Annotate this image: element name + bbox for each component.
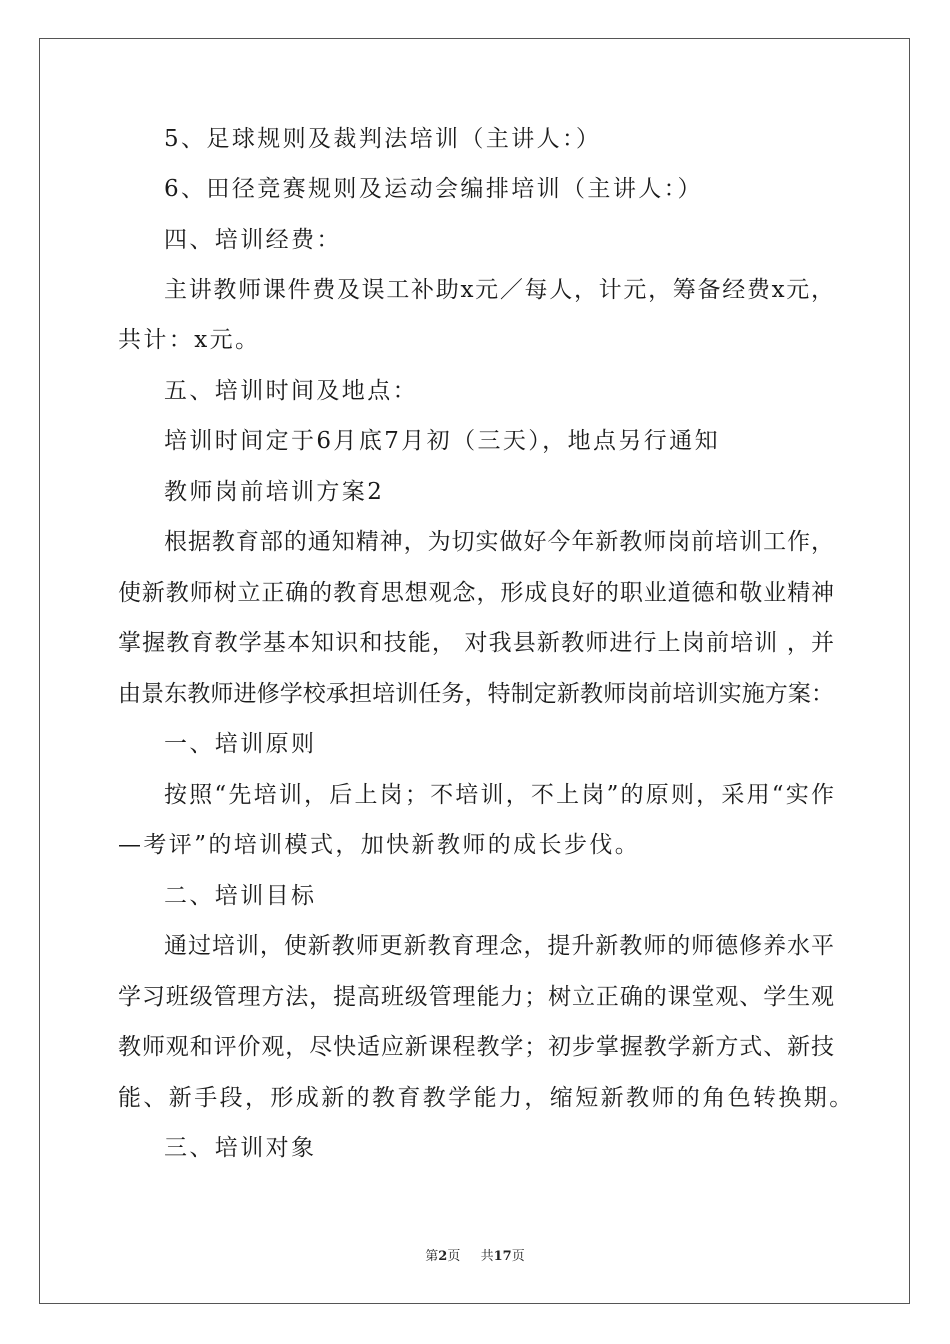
- paragraph-line: 使新教师树立正确的教育思想观念，形成良好的职业道德和敬业精神: [118, 580, 834, 606]
- page-total: 17: [493, 1249, 512, 1264]
- paragraph-line: 培训时间定于6月底7月初（三天），地点另行通知: [164, 428, 720, 454]
- paragraph-line: —考评”的培训模式，加快新教师的成长步伐。: [118, 832, 641, 858]
- paragraph-line: 学习班级管理方法，提高班级管理能力；树立正确的课堂观、学生观: [118, 984, 834, 1010]
- paragraph-line: 能、新手段，形成新的教育教学能力，缩短新教师的角色转换期。: [118, 1085, 855, 1111]
- document-subtitle: 教师岗前培训方案2: [164, 479, 385, 505]
- paragraph-line: 掌握教育教学基本知识和技能， 对我县新教师进行上岗前培训 ，并: [118, 630, 834, 656]
- paragraph-line: 主讲教师课件费及误工补助x元／每人，计元，筹备经费x元，: [164, 277, 834, 303]
- paragraph-line: 共计：x元。: [118, 327, 261, 353]
- paragraph-line: 由景东教师进修学校承担培训任务，特制定新教师岗前培训实施方案：: [118, 681, 834, 707]
- total-prefix: 共: [480, 1249, 494, 1264]
- section-heading-goals: 二、培训目标: [164, 883, 317, 909]
- page-footer: [0, 1248, 950, 1266]
- page-suffix: 页: [447, 1249, 461, 1264]
- section-heading-time-place: 五、培训时间及地点：: [164, 378, 418, 404]
- page-prefix: 第: [425, 1249, 439, 1264]
- paragraph-line: 教师观和评价观，尽快适应新课程教学；初步掌握教学新方式、新技: [118, 1034, 834, 1060]
- section-heading-funding: 四、培训经费：: [164, 227, 342, 253]
- list-item-athletics-training: 6、田径竞赛规则及运动会编排培训（主讲人：）: [164, 176, 703, 202]
- section-heading-trainees: 三、培训对象: [164, 1135, 317, 1161]
- page-number: 2: [438, 1249, 448, 1264]
- paragraph-line: 根据教育部的通知精神，为切实做好今年新教师岗前培训工作，: [164, 529, 834, 555]
- paragraph-line: 按照“先培训，后上岗；不培训，不上岗”的原则，采用“实作: [164, 782, 834, 808]
- list-item-football-training: 5、足球规则及裁判法培训（主讲人：）: [164, 126, 602, 152]
- paragraph-line: 通过培训，使新教师更新教育理念，提升新教师的师德修养水平: [164, 933, 834, 959]
- total-suffix: 页: [511, 1249, 525, 1264]
- section-heading-principles: 一、培训原则: [164, 731, 317, 757]
